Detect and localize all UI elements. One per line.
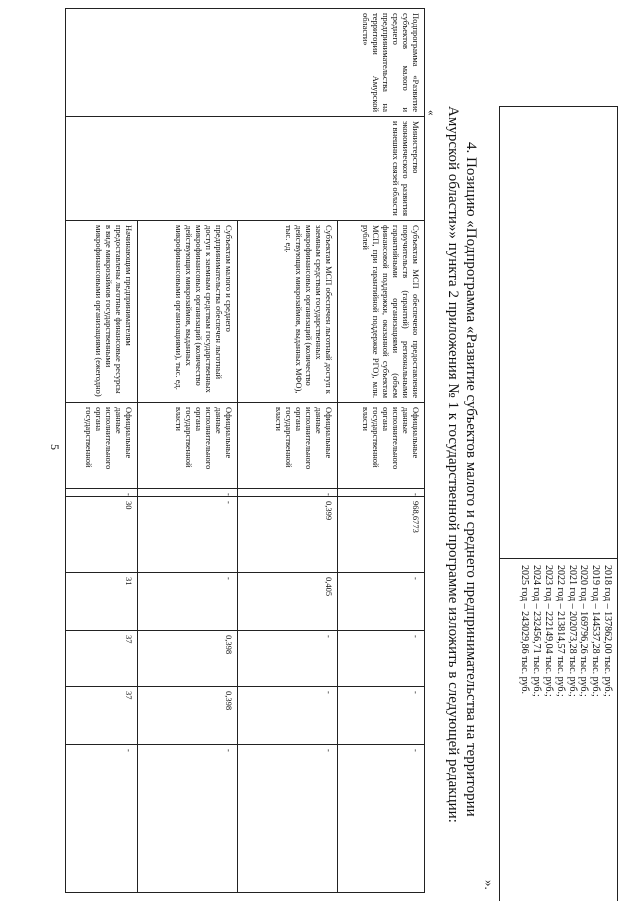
value-cell: - <box>238 489 338 497</box>
value-cell: 0,399 <box>238 497 338 573</box>
value-cell: 968,6773 <box>338 497 425 573</box>
indicator-cell: Субъектам малого и среднего предпринимательства обеспечен льготный доступ к заемным средствам государственных микрофинансовых организаций (количество действующих микрозаймов, выданных микрофинансовыми организациями), тыс. ед. <box>138 221 238 403</box>
value-cell: 37 <box>66 687 138 745</box>
source-cell: Официальные данные исполнительного органа государственной власти <box>238 403 338 489</box>
value-cell: 0,405 <box>238 573 338 631</box>
paragraph-line-1: 4. Позицию «Подпрограмма «Развитие субъектов малого и среднего предпринимательства на территории <box>463 142 479 817</box>
budget-line: 2022 год – 213814,57 тыс. руб.; <box>554 565 566 697</box>
value-cell: - <box>138 497 238 573</box>
page-number: 5 <box>48 444 62 450</box>
value-cell: - <box>138 573 238 631</box>
budget-line: 2023 год – 222149,04 тыс. руб.; <box>543 565 555 697</box>
value-cell: 37 <box>66 631 138 687</box>
table-row <box>338 9 425 893</box>
value-cell: - <box>238 631 338 687</box>
budget-line: 2024 год – 232456,71 тыс. руб.; <box>531 565 543 697</box>
indicator-cell: Начинающим предпринимателям предоставлены льготные финансовые ресурсы в виде микрозаймов государственными микрофинансовыми организациями (ежегодно) <box>66 221 138 403</box>
value-cell: - <box>238 745 338 893</box>
value-cell: 0,398 <box>138 687 238 745</box>
value-cell: - <box>338 573 425 631</box>
budget-empty-cell <box>500 107 617 559</box>
value-cell: 31 <box>66 573 138 631</box>
opening-quote: « <box>425 110 437 116</box>
value-cell: - <box>66 489 138 497</box>
closing-quote: ». <box>482 880 497 890</box>
value-cell: 30 <box>66 497 138 573</box>
value-cell: 0,398 <box>138 631 238 687</box>
value-cell: - <box>238 687 338 745</box>
program-cell: Подпрограмма «Развитие субъектов малого и среднего предпринимательства на территории Амурской области» <box>66 9 425 117</box>
budget-line: 2021 год – 202073,28 тыс. руб.; <box>566 565 578 697</box>
value-cell: - <box>138 745 238 893</box>
source-cell: Официальные данные исполнительного органа государственной <box>66 403 138 489</box>
source-cell: Официальные данные исполнительного органа государственной власти <box>338 403 425 489</box>
indicator-cell: Субъектам МСП обеспечено предоставление поручительств (гарантий) региональными гарантийными организациями (объем финансовой поддержки, оказанной субъектам МСП, при гарантийной поддержке РГО), млн. рублей <box>338 221 425 403</box>
value-cell: - <box>338 631 425 687</box>
ministry-cell: Министерство экономического развития и внешних связей области <box>66 117 425 221</box>
value-cell: - <box>338 745 425 893</box>
budget-line: 2020 год – 169796,26 тыс. руб.; <box>578 565 590 697</box>
budget-line: 2018 год – 137862,00 тыс. руб.; <box>602 565 613 697</box>
budget-values-cell <box>500 559 617 901</box>
value-cell: - <box>66 745 138 893</box>
budget-line: 2025 год – 243029,86 тыс. руб. <box>519 565 531 695</box>
value-cell: - <box>338 687 425 745</box>
source-cell: Официальные данные исполнительного органа государственной власти <box>138 403 238 489</box>
value-cell: - <box>138 489 238 497</box>
indicators-table <box>65 8 425 893</box>
paragraph-line-2: Амурской области»» пункта 2 приложения № 1 к государственной программе изложить в следующей редакции: <box>445 106 461 823</box>
budget-line: 2019 год – 144537,28 тыс. руб.; <box>590 565 602 697</box>
amendment-paragraph <box>444 106 480 866</box>
budget-table-fragment <box>499 106 618 901</box>
indicator-cell: Субъектам МСП обеспечен льготный доступ к заемным средствам государственных микрофинансовых организаций (количество действующих микрозаймов, выданных МФО), тыс. ед. <box>238 221 338 403</box>
value-cell: - <box>338 489 425 497</box>
